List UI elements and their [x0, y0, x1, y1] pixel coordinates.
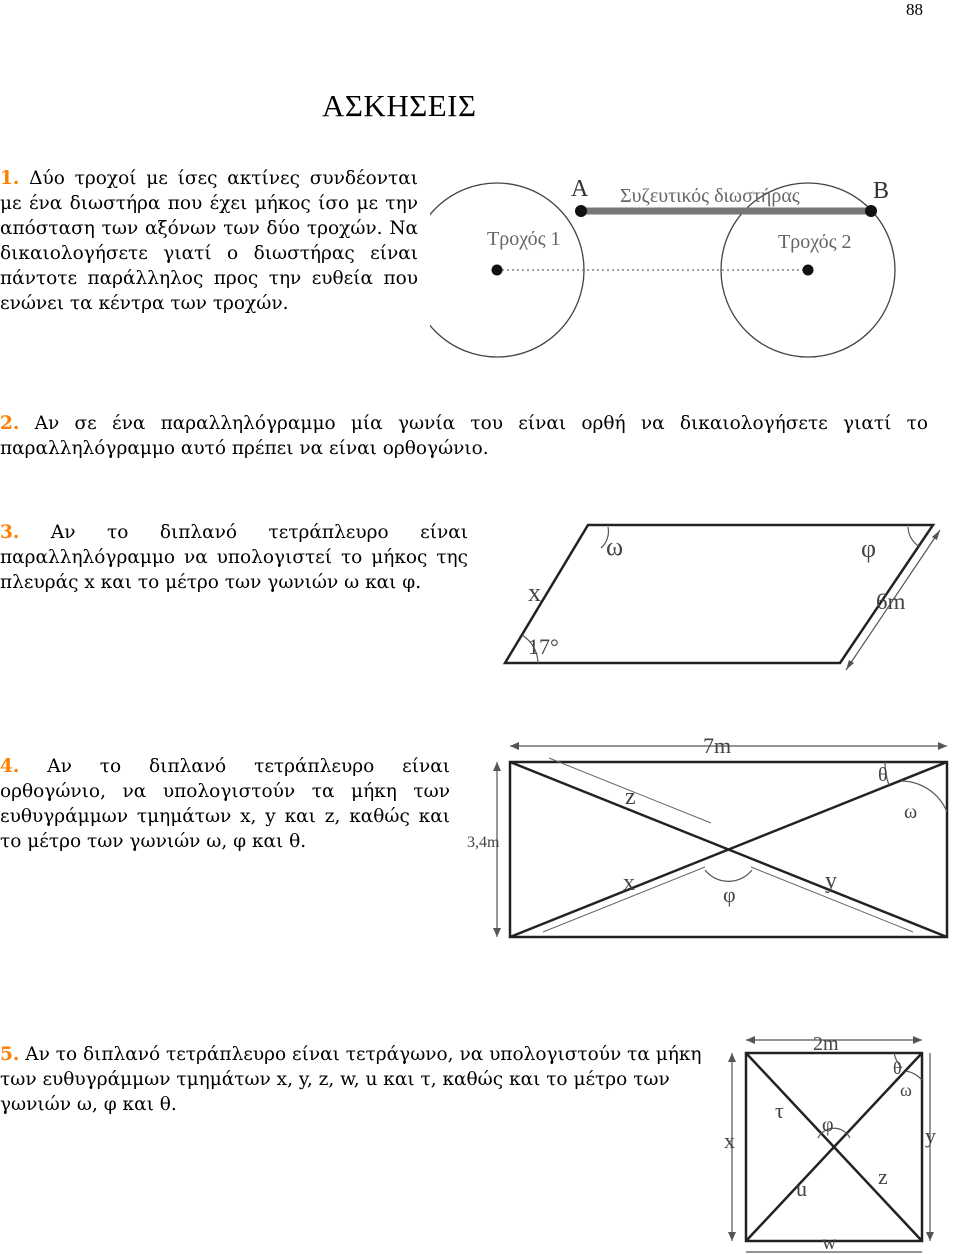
segment-x-label: x [724, 1128, 735, 1153]
given-angle-label: 17° [528, 634, 559, 659]
wheel-1-label: Τροχός 1 [487, 228, 561, 250]
exercise-text: Δύο τροχοί με ίσες ακτίνες συνδέονται με ένα διωστήρα που έχει μήκος ίσο με την απόσταση των αξόνων των δύο τροχών. Να δικαιολογήσετε γιατί ο διωστήρας είναι πάντοτε παράλληλος προς την ευθεία που ενώνει τα κέντρα των τροχών. [0, 168, 418, 314]
angle-theta-label: θ [893, 1058, 902, 1078]
angle-phi-label: φ [822, 1114, 834, 1136]
side-x-label: x [528, 578, 541, 607]
exercise-text: Αν το διπλανό τετράπλευρο είναι τετράγωνο, να υπολογιστούν τα μήκη των ευθυγράμμων τμημάτων x, y, z, w, u και τ, καθώς και το μέτρο των γωνιών ω, φ και θ. [0, 1044, 702, 1115]
exercise-number: 1. [0, 168, 20, 189]
y-arrow-bottom [926, 1232, 934, 1241]
arrowhead-bottom [846, 660, 854, 670]
height-label: 3,4m [467, 834, 500, 851]
page-number: 88 [906, 0, 923, 19]
angle-omega-label: ω [606, 532, 624, 561]
segment-tau-label: τ [775, 1098, 784, 1123]
angle-omega-label: ω [904, 801, 918, 823]
exercise-number: 2. [0, 413, 20, 434]
exercise-4 [0, 754, 450, 854]
wheels-figure [430, 160, 915, 365]
x-arrow-top [728, 1053, 736, 1062]
segment-y-label: y [925, 1123, 936, 1148]
angle-phi-arc [705, 870, 752, 881]
rod-label: Συζευτικός διωστήρας [620, 185, 800, 207]
angle-phi-label: φ [861, 534, 877, 563]
page-title: ΑΣΚΗΣΕΙΣ [322, 88, 477, 123]
exercise-text: Αν το διπλανό τετράπλευρο είναι παραλληλόγραμμο να υπολογιστεί το μήκος της πλευράς x και το μέτρο των γωνιών ω και φ. [0, 522, 468, 593]
point-a-label: A [571, 176, 589, 202]
height-arrow-top [493, 762, 501, 771]
point-b-dot [865, 205, 877, 217]
segment-u-label: u [796, 1176, 807, 1201]
exercise-text: Αν το διπλανό τετράπλευρο είναι ορθογώνιο, να υπολογιστούν τα μήκη των ευθυγράμμων τμημάτων x, y και z, καθώς και το μέτρο των γωνιών ω, φ και θ. [0, 756, 450, 852]
side-arrow-left [746, 1036, 755, 1044]
wheel-2-center [803, 265, 814, 276]
angle-phi-arc [908, 527, 920, 547]
exercise-3 [0, 520, 468, 595]
side-length-label: 6m [876, 589, 906, 614]
exercise-number: 4. [0, 756, 20, 777]
exercise-5 [0, 1042, 715, 1117]
width-arrow-left [510, 742, 519, 750]
exercise-2 [0, 411, 928, 461]
segment-x-label: x [623, 870, 635, 896]
exercise-text: Αν σε ένα παραλληλόγραμμο μία γωνία του είναι ορθή να δικαιολογήσετε γιατί το παραλληλόγραμμο αυτό πρέπει να είναι ορθογώνιο. [0, 413, 928, 459]
square-figure [718, 1028, 960, 1254]
angle-omega-arc [906, 1071, 922, 1080]
segment-y-label: y [825, 868, 837, 894]
side-arrow-right [913, 1036, 922, 1044]
angle-theta-label: θ [878, 764, 888, 786]
height-arrow-bottom [493, 928, 501, 937]
segment-w-label: w [822, 1232, 837, 1254]
arrowhead-top [932, 530, 940, 540]
rectangle-figure [465, 730, 960, 948]
angle-omega-label: ω [900, 1080, 912, 1100]
point-b-label: B [873, 178, 890, 204]
width-arrow-right [938, 742, 947, 750]
side-label: 2m [813, 1033, 839, 1055]
segment-z-label: z [878, 1164, 888, 1189]
x-arrow-bottom [728, 1232, 736, 1241]
exercise-1 [0, 166, 418, 316]
wheel-1-center [492, 265, 503, 276]
angle-phi-label: φ [723, 882, 736, 907]
width-label: 7m [703, 733, 732, 758]
segment-z-label: z [625, 784, 636, 810]
point-a-dot [575, 205, 587, 217]
exercise-number: 3. [0, 522, 20, 543]
wheel-2-label: Τροχός 2 [778, 231, 852, 253]
exercise-number: 5. [0, 1044, 20, 1065]
parallelogram-figure [488, 505, 948, 675]
